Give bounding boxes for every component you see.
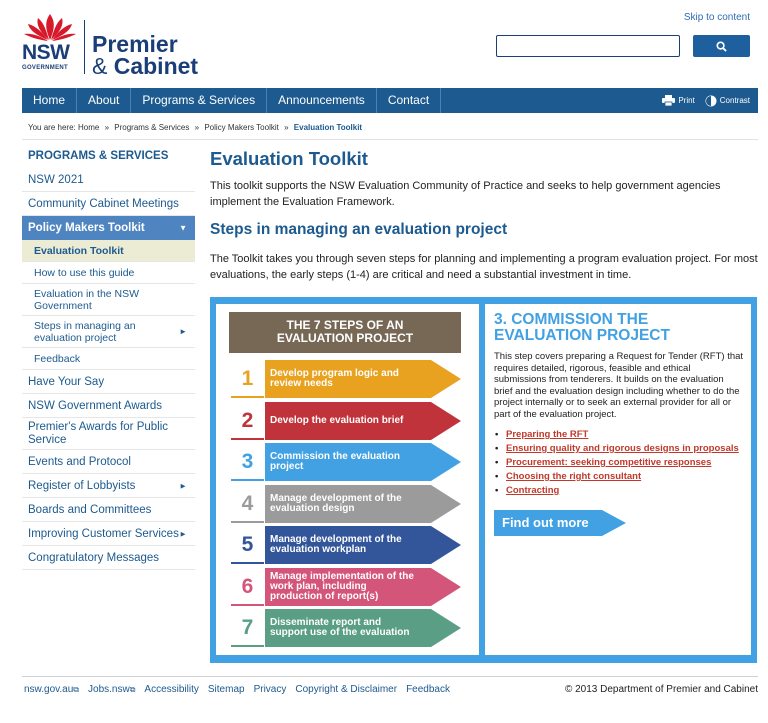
step-detail-links [494, 428, 744, 498]
steps-panel [216, 304, 479, 655]
nav-about[interactable]: About [77, 88, 131, 113]
seven-steps-infographic [210, 297, 757, 663]
nsw-premier-cabinet-logo[interactable] [20, 12, 220, 78]
sidebar-item-improving-customer-services[interactable] [22, 522, 195, 546]
breadcrumb-separator: » [284, 123, 289, 132]
step-number: 6 [231, 568, 264, 606]
breadcrumb-divider [22, 139, 758, 140]
sidebar-item-premiers-awards[interactable]: Premier's Awards for Public Service [22, 418, 195, 450]
step-number: 4 [231, 485, 264, 523]
step-label: Commission the evaluation project [270, 451, 401, 472]
external-link-icon: ⧉ [129, 685, 136, 694]
search-button[interactable] [693, 35, 750, 57]
print-button[interactable] [662, 95, 694, 106]
search-icon [716, 41, 727, 52]
step-number: 2 [231, 402, 264, 440]
step-detail-heading-line1: 3. COMMISSION THE [494, 311, 649, 328]
step-detail-heading-line2: EVALUATION PROJECT [494, 327, 670, 344]
print-label: Print [678, 96, 695, 105]
search-input[interactable] [496, 35, 680, 57]
step-label: Disseminate report and support use of the evaluation [270, 617, 410, 638]
main-nav [22, 88, 758, 113]
step-4[interactable] [231, 485, 461, 525]
logo-divider [84, 20, 85, 74]
step-number: 5 [231, 526, 264, 564]
steps-heading-line1: THE 7 STEPS OF AN [286, 318, 404, 332]
section-title: Steps in managing an evaluation project [210, 221, 508, 238]
external-link-icon: ⧉ [73, 685, 80, 694]
footer-divider [22, 676, 758, 677]
sidebar-heading[interactable]: PROGRAMS & SERVICES [28, 150, 169, 162]
step-number: 7 [231, 609, 264, 647]
chevron-down-icon: ▼ [179, 223, 187, 233]
nav-tools [662, 88, 750, 113]
link-contracting[interactable]: • Contracting [494, 484, 744, 498]
step-1[interactable] [231, 360, 461, 400]
breadcrumb-separator: » [104, 123, 110, 132]
breadcrumb-policy-makers-toolkit[interactable]: Policy Makers Toolkit [204, 123, 279, 132]
footer-link-accessibility[interactable]: Accessibility [144, 684, 199, 695]
chevron-right-icon: ► [179, 326, 187, 336]
footer-link-copyright[interactable]: Copyright & Disclaimer [295, 684, 398, 695]
footer-link-privacy[interactable]: Privacy [253, 684, 287, 695]
step-label: Manage implementation of the work plan, including production of report(s) [270, 570, 414, 602]
sidebar-item-label: Steps in managing an evaluation project [34, 319, 136, 344]
step-number: 3 [231, 443, 264, 481]
sidebar-item-nsw-2021[interactable]: NSW 2021 [22, 168, 195, 192]
sidebar-item-label: Improving Customer Services [28, 527, 179, 540]
step-label: Manage development of the evaluation design [270, 492, 402, 514]
printer-icon [662, 95, 675, 106]
step-detail-body: This step covers preparing a Request for Tender (RFT) that requires detailed, rigorous, feasible and ethical submissions from tenderers. It builds on the evaluation brief and the evaluation design including whether to do the project internally or to seek an external provider for all or part of the evaluation project. [494, 351, 744, 420]
nav-contact[interactable]: Contact [377, 88, 441, 113]
footer-link-nsw-gov[interactable]: nsw.gov.au⧉ [24, 684, 80, 695]
step-label: Manage development of the evaluation workplan [270, 534, 402, 555]
find-out-more-button[interactable] [494, 510, 626, 536]
link-preparing-rft[interactable]: • Preparing the RFT [494, 428, 744, 442]
step-number: 1 [231, 360, 264, 398]
sidebar-item-boards-committees[interactable]: Boards and Committees [22, 498, 195, 522]
intro-paragraph: This toolkit supports the NSW Evaluation Community of Practice and seeks to help government agencies implement the Evaluation Framework. [210, 180, 721, 208]
brand-premier: Premier [92, 31, 178, 57]
sidebar-item-label: Register of Lobbyists [28, 479, 136, 492]
sidebar-item-policy-makers-toolkit[interactable] [22, 216, 195, 240]
nav-programs-services[interactable]: Programs & Services [131, 88, 267, 113]
sidebar-item-label: Policy Makers Toolkit [28, 222, 145, 234]
steps-heading-line2: EVALUATION PROJECT [276, 331, 414, 345]
nav-announcements[interactable]: Announcements [267, 88, 377, 113]
step-3[interactable] [231, 443, 461, 483]
brand-cabinet [92, 54, 198, 78]
link-choosing-consultant[interactable]: • Choosing the right consultant [494, 470, 744, 484]
main-content [210, 146, 758, 283]
step-label: Develop the evaluation brief [270, 414, 404, 426]
step-detail-heading [494, 312, 744, 344]
chevron-right-icon: ► [179, 481, 187, 490]
contrast-icon [705, 95, 717, 107]
contrast-label: Contrast [719, 96, 750, 105]
footer-link-sitemap[interactable]: Sitemap [207, 684, 245, 695]
breadcrumb-home[interactable]: Home [77, 123, 100, 132]
footer-link-feedback[interactable]: Feedback [406, 684, 450, 695]
breadcrumb-programs-services[interactable]: Programs & Services [114, 123, 190, 132]
page-title: Evaluation Toolkit [210, 148, 368, 169]
brand-cabinet-text: Cabinet [113, 53, 199, 79]
breadcrumb-current: Evaluation Toolkit [293, 123, 363, 132]
sidebar-subitem-feedback[interactable]: Feedback [22, 348, 195, 370]
sidebar-subitem-steps-in-managing[interactable] [22, 316, 195, 348]
find-out-more-label: Find out more [502, 515, 589, 530]
sidebar-item-register-of-lobbyists[interactable] [22, 474, 195, 498]
sidebar-item-have-your-say[interactable]: Have Your Say [22, 370, 195, 394]
contrast-button[interactable] [705, 95, 750, 107]
sidebar [22, 146, 195, 570]
step-5[interactable] [231, 526, 461, 566]
sidebar-item-nsw-government-awards[interactable]: NSW Government Awards [22, 394, 195, 418]
footer-links [24, 684, 450, 695]
step-2[interactable] [231, 402, 461, 442]
brand-ampersand: & [92, 53, 108, 79]
sidebar-subitem-evaluation-in-nsw[interactable]: Evaluation in the NSW Government [22, 284, 195, 316]
steps-heading [229, 312, 461, 353]
step-label: Develop program logic and review needs [270, 368, 399, 389]
chevron-right-icon: ► [179, 529, 187, 538]
breadcrumb-prefix: You are here: [28, 123, 76, 132]
sidebar-subitem-evaluation-toolkit[interactable]: Evaluation Toolkit [22, 240, 195, 262]
nav-home[interactable]: Home [22, 88, 77, 113]
sidebar-item-events-protocol[interactable]: Events and Protocol [22, 450, 195, 474]
sidebar-item-community-cabinet[interactable]: Community Cabinet Meetings [22, 192, 195, 216]
skip-to-content-link[interactable]: Skip to content [683, 12, 750, 23]
sidebar-item-congratulatory-messages[interactable]: Congratulatory Messages [22, 546, 195, 570]
steps-paragraph: The Toolkit takes you through seven steps for planning and implementing a program evaluation project. For most evaluations, the early steps (1-4) are critical and need a substantial investment in time. [210, 253, 758, 281]
waratah-icon [22, 12, 78, 42]
step-7[interactable] [231, 609, 461, 649]
link-procurement[interactable]: • Procurement: seeking competitive responses [494, 456, 744, 470]
link-ensuring-quality[interactable]: • Ensuring quality and rigorous designs in proposals [494, 442, 744, 456]
footer-link-jobs-nsw[interactable]: Jobs.nsw⧉ [88, 684, 136, 695]
logo-government-text: GOVERNMENT [22, 65, 69, 71]
breadcrumb-separator: » [194, 123, 200, 132]
sidebar-subitem-how-to-use[interactable]: How to use this guide [22, 262, 195, 284]
breadcrumb [28, 123, 362, 132]
step-6[interactable] [231, 568, 461, 608]
logo-nsw-text: NSW [22, 41, 70, 64]
step-detail-panel [485, 304, 751, 655]
footer-copyright: © 2013 Department of Premier and Cabinet [564, 684, 758, 695]
